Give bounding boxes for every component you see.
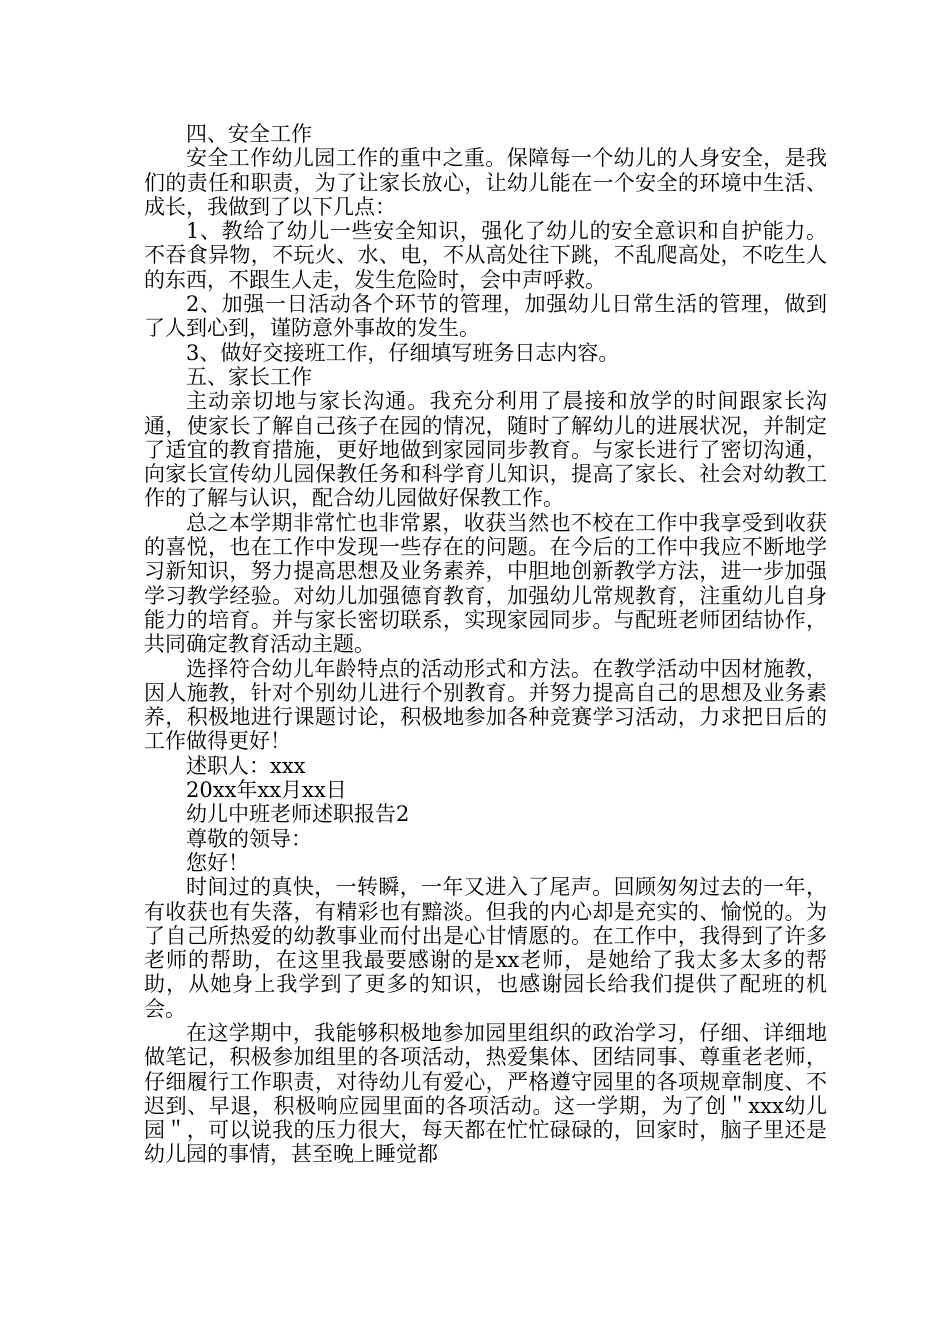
paragraph-safety-item-2: 2、加强一日活动各个环节的管理，加强幼儿日常生活的管理，做到了人到心到，谨防意外事故的发生。 [144,292,827,341]
section-heading-parents: 五、家长工作 [186,364,312,389]
signature-date: 20xx年xx月xx日 [186,778,347,803]
document-body [144,122,827,1167]
paragraph-safety-intro: 安全工作幼儿园工作的重中之重。保障每一个幼儿的人身安全，是我们的责任和职责，为了让家长放心，让幼儿能在一个安全的环境中生活、成长，我做到了以下几点： [144,146,827,219]
paragraph-safety-item-1: 1、教给了幼儿一些安全知识，强化了幼儿的安全意识和自护能力。不吞食异物，不玩火、水、电，不从高处往下跳，不乱爬高处，不吃生人的东西，不跟生人走，发生危险时，会中声呼救。 [144,219,827,292]
paragraph-review: 时间过的真快，一转瞬，一年又进入了尾声。回顾匆匆过去的一年，有收获也有失落，有精彩也有黯淡。但我的内心却是充实的、愉悦的。为了自己所热爱的幼教事业而付出是心甘情愿的。在工作中，我得到了许多老师的帮助，在这里我最要感谢的是xx老师，是她给了我太多太多的帮助，从她身上我学到了更多的知识，也感谢园长给我们提供了配班的机会。 [144,875,827,1021]
signature-author: 述职人：xxx [186,753,306,778]
paragraph-parents: 主动亲切地与家长沟通。我充分利用了晨接和放学的时间跟家长沟通，使家长了解自己孩子在园的情况，随时了解幼儿的进展状况，并制定了适宜的教育措施，更好地做到家园同步教育。与家长进行了密切沟通，向家长宣传幼儿园保教任务和科学育儿知识，提高了家长、社会对幼教工作的了解与认识，配合幼儿园做好保教工作。 [144,389,827,511]
paragraph-methods: 选择符合幼儿年龄特点的活动形式和方法。在教学活动中因材施教，因人施教，针对个别幼儿进行个别教育。并努力提高自己的思想及业务素养，积极地进行课题讨论，积极地参加各种竞赛学习活动，力求把日后的工作做得更好！ [144,656,827,754]
greeting: 您好！ [186,850,249,875]
report-2-title: 幼儿中班老师述职报告2 [186,802,410,827]
paragraph-summary: 总之本学期非常忙也非常累，收获当然也不校在工作中我享受到收获的喜悦，也在工作中发现一些存在的问题。在今后的工作中我应不断地学习新知识，努力提高思想及业务素养，中胆地创新教学方法，进一步加强学习教学经验。对幼儿加强德育教育，加强幼儿常规教育，注重幼儿自身能力的培育。并与家长密切联系，实现家园同步。与配班老师团结协作，共同确定教育活动主题。 [144,510,827,657]
paragraph-semester: 在这学期中，我能够积极地参加园里组织的政治学习，仔细、详细地做笔记，积极参加组里的各项活动，热爱集体、团结同事、尊重老老师，仔细履行工作职责，对待幼儿有爱心，严格遵守园里的各项规章制度、不迟到、早退，积极响应园里面的各项活动。这一学期，为了创＂xxx幼儿园＂，可以说我的压力很大，每天都在忙忙碌碌的，回家时，脑子里还是幼儿园的事情，甚至晚上睡觉都 [144,1020,827,1167]
salutation: 尊敬的领导： [186,826,312,851]
paragraph-safety-item-3: 3、做好交接班工作，仔细填写班务日志内容。 [186,340,620,365]
section-heading-safety: 四、安全工作 [186,122,312,146]
